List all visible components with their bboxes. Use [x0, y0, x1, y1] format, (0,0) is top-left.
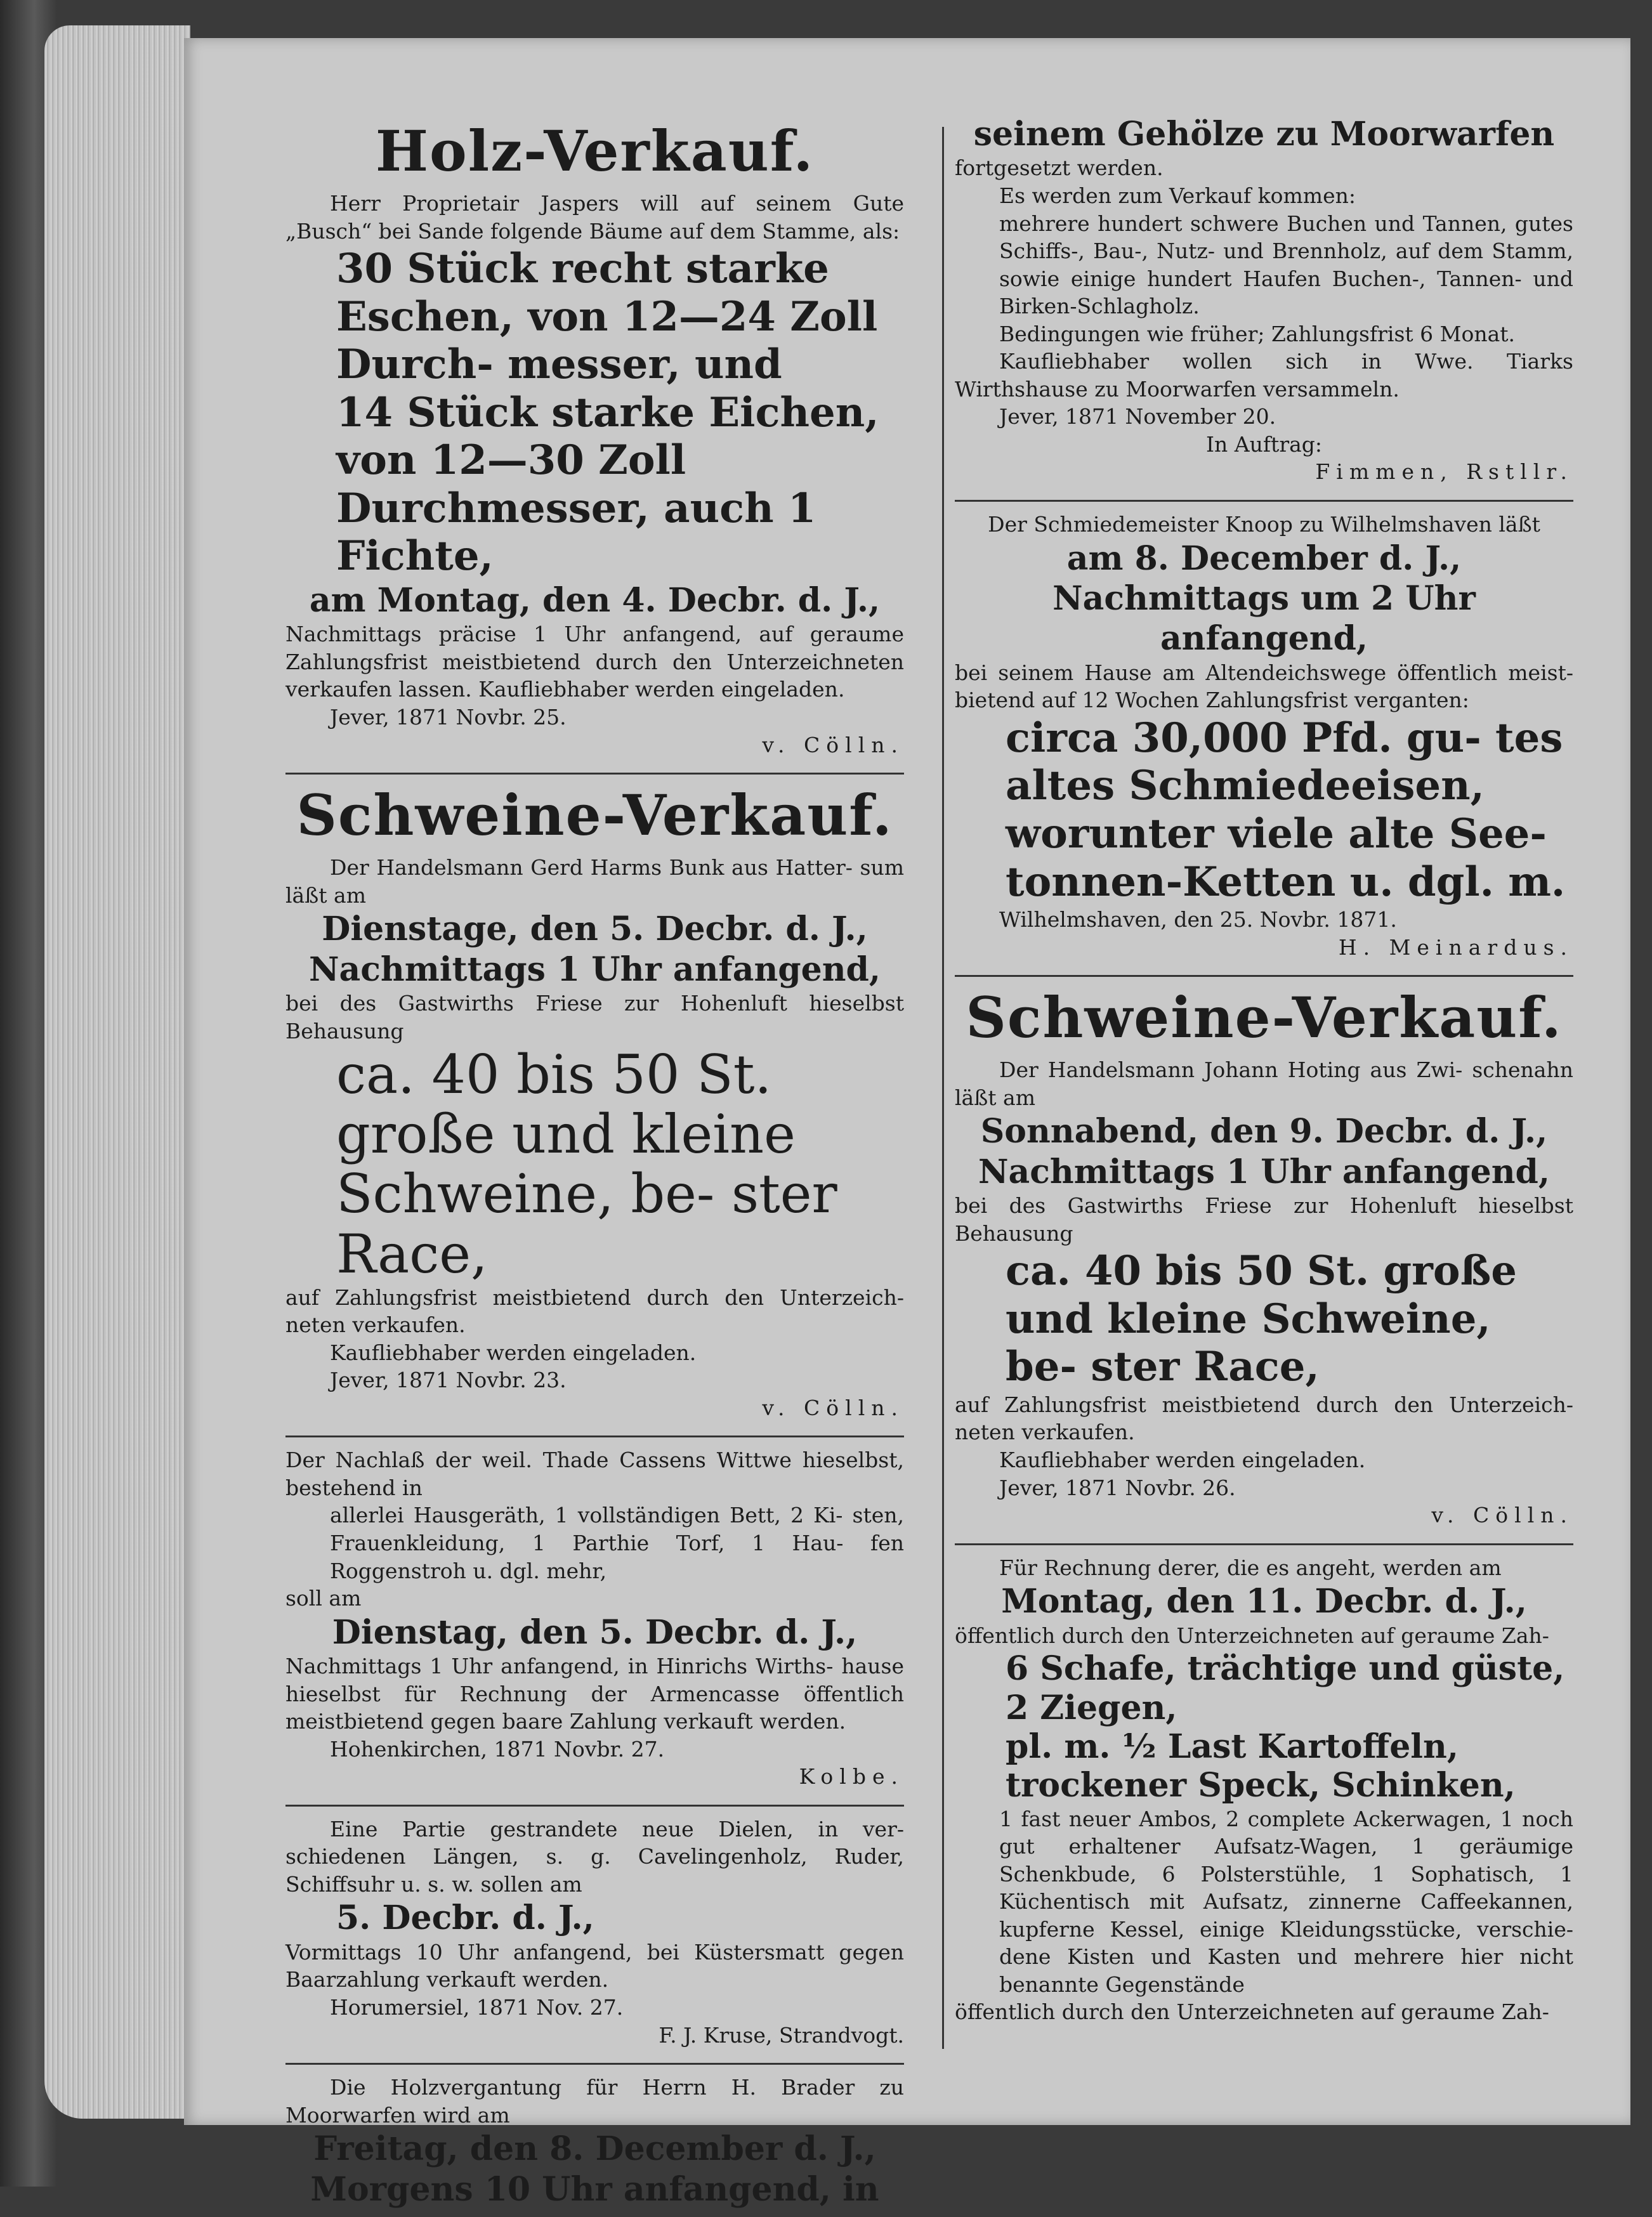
ad-date: Montag, den 11. Decbr. d. J.,	[1001, 1582, 1527, 1621]
ad-separator	[955, 975, 1573, 977]
ad-place: Jever, 1871 Novbr. 25.	[330, 704, 567, 729]
ad-time: Nachmittags 1 Uhr anfangend,	[978, 1152, 1550, 1191]
ad-date: 5. Decbr. d. J.,	[336, 1899, 594, 1938]
ad-item: ca. 40 bis 50 St. große und kleine Schweine, be- ster Race,	[336, 1043, 837, 1285]
ad-separator	[955, 1543, 1573, 1545]
right-column	[955, 114, 1573, 2034]
ad-date: Sonnabend, den 9. Decbr. d. J.,	[980, 1112, 1548, 1151]
ad-items: 1 fast neuer Ambos, 2 complete Ackerwagen, 1 noch gut erhaltener Aufsatz-Wagen, 1 geräumige Schenkbude, 6 Polsterstühle, 1 Sophatisch, 1 Küchentisch mit Aufsatz, zinnerne Caffeekannen, kupferne Kessel, einige Kleidungsstücke, verschie- dene Kisten und Kasten und mehrere hier nicht benannte Gegenstände	[999, 1806, 1573, 1997]
ad-text: öffentlich durch den Unterzeichneten auf geraume Zah-	[955, 1999, 1549, 2025]
ad-title: Holz-Verkauf.	[375, 118, 815, 184]
ad-text: öffentlich durch den Unterzeichneten auf geraume Zah-	[955, 1623, 1549, 1648]
ad-place: Hohenkirchen, 1871 Novbr. 27.	[330, 1736, 665, 1762]
ad-signer: v. Cölln.	[762, 1395, 904, 1420]
ad-item: ca. 40 bis 50 St. große und kleine Schweine, be- ster Race,	[1006, 1247, 1517, 1391]
ad-schmiedeeisen	[955, 511, 1573, 969]
newspaper-page	[184, 38, 1630, 2209]
ad-signer: v. Cölln.	[1431, 1503, 1573, 1528]
ad-place: Wilhelmshaven, den 25. Novbr. 1871.	[999, 907, 1397, 932]
ad-place: Jever, 1871 Novbr. 26.	[999, 1475, 1236, 1500]
ad-intro: Für Rechnung derer, die es angeht, werden am	[999, 1555, 1502, 1580]
ad-signer: Kolbe.	[799, 1764, 904, 1789]
column-divider	[942, 127, 944, 2049]
ad-separator	[285, 1435, 904, 1437]
ad-intro: Der Schmiedemeister Knoop zu Wilhelmshaven läßt	[988, 512, 1540, 537]
ad-text: bei seinem Hause am Altendeichswege öffentlich meist- bietend auf 12 Wochen Zahlungsfrist verganten:	[955, 660, 1573, 713]
ad-item: 30 Stück recht starke Eschen, von 12—24 Zoll Durch- messer, und	[336, 245, 878, 389]
ad-intro: Der Nachlaß der weil. Thade Cassens Wittwe hieselbst, bestehend in	[285, 1448, 904, 1500]
ad-holzvergantung	[285, 2074, 904, 2217]
ad-separator	[955, 500, 1573, 502]
ad-date: am 8. December d. J.,	[1066, 539, 1462, 578]
ad-title: Schweine-Verkauf.	[296, 782, 893, 849]
ad-signer: Fimmen, Rstllr.	[1315, 459, 1573, 485]
ad-title: Schweine-Verkauf.	[966, 984, 1563, 1051]
ad-intro: Die Holzvergantung für Herrn H. Brader zu Moorwarfen wird am	[285, 2075, 904, 2128]
ad-separator	[285, 773, 904, 775]
ad-text: auf Zahlungsfrist meistbietend durch den Unterzeich- neten verkaufen.	[285, 1285, 904, 1338]
ad-place-text: bei des Gastwirths Friese zur Hohenluft hieselbst Behausung	[285, 991, 904, 1043]
ad-text: Nachmittags präcise 1 Uhr anfangend, auf geraume Zahlungsfrist meistbietend durch den Unterzeichneten verkaufen lassen. Kaufliebhaber werden eingeladen.	[285, 622, 904, 702]
ad-item: 6 Schafe, trächtige und güste, 2 Ziegen,	[1006, 1649, 1565, 1727]
ad-item: 14 Stück starke Eichen, von 12—30 Zoll Durchmesser, auch 1 Fichte,	[336, 388, 879, 580]
ad-separator	[285, 2063, 904, 2065]
ad-date: am Montag, den 4. Decbr. d. J.,	[309, 580, 881, 620]
ad-p1: Es werden zum Verkauf kommen:	[999, 183, 1356, 208]
ad-text: Nachmittags 1 Uhr anfangend, in Hinrichs Wirths- hause hieselbst für Rechnung der Armencasse öffentlich meistbietend gegen baare Zahlung verkauft werden.	[285, 1654, 904, 1734]
ad-place: Jever, 1871 Novbr. 23.	[330, 1368, 567, 1393]
ad-invite: Kaufliebhaber werden eingeladen.	[330, 1340, 697, 1365]
ad-cont: fortgesetzt werden.	[955, 155, 1164, 181]
ad-signer: v. Cölln.	[762, 732, 904, 757]
ad-item: circa 30,000 Pfd. gu- tes altes Schmiedeeisen, worunter viele alte See- tonnen-Ketten u. dgl. m.	[1006, 714, 1566, 906]
ad-place-text: bei des Gastwirths Friese zur Hohenluft hieselbst Behausung	[955, 1193, 1573, 1246]
ad-signer: F. J. Kruse, Strandvogt.	[659, 2022, 904, 2048]
ad-soll: soll am	[285, 1586, 362, 1611]
ad-schweine-verkauf-2	[955, 986, 1573, 1537]
ad-holz-verkauf	[285, 119, 904, 766]
ad-dielen	[285, 1815, 904, 2057]
ad-intro: Eine Partie gestrandete neue Dielen, in ver- schiedenen Längen, s. g. Cavelingenholz, Ruder, Schiffsuhr u. s. w. sollen am	[285, 1816, 904, 1897]
ad-date: Freitag, den 8. December d. J., Morgens 10 Uhr anfangend, in	[310, 2129, 879, 2209]
ad-nachlass	[285, 1446, 904, 1798]
ad-place: Horumersiel, 1871 Nov. 27.	[330, 1994, 624, 2020]
ad-intro: Der Handelsmann Johann Hoting aus Zwi- schenahn läßt am	[955, 1057, 1573, 1110]
ad-time: Nachmittags um 2 Uhr anfangend,	[1052, 579, 1476, 658]
ad-versteigerung	[955, 1554, 1573, 2034]
ad-date: Dienstag, den 5. Decbr. d. J.,	[332, 1612, 858, 1652]
ad-intro: Herr Proprietair Jaspers will auf seinem Gute „Busch“ bei Sande folgende Bäume auf dem Stamme, als:	[285, 191, 904, 244]
ad-text: auf Zahlungsfrist meistbietend durch den Unterzeich- neten verkaufen.	[955, 1392, 1573, 1445]
left-column	[285, 114, 904, 2217]
ad-holzvergantung-cont	[955, 114, 1573, 494]
ad-schweine-verkauf	[285, 783, 904, 1429]
ad-line: seinem Gehölze zu Moorwarfen	[973, 115, 1555, 154]
ad-text: Vormittags 10 Uhr anfangend, bei Küstersmatt gegen Baarzahlung verkauft werden.	[285, 1939, 904, 1992]
ad-invite: Kaufliebhaber werden eingeladen.	[999, 1448, 1366, 1472]
ad-invite: Kaufliebhaber wollen sich in Wwe. Tiarks Wirthshause zu Moorwarfen versammeln.	[955, 349, 1573, 402]
ad-item: pl. m. ½ Last Kartoffeln, trockener Speck, Schinken,	[1006, 1727, 1516, 1805]
ad-auftrag: In Auftrag:	[1205, 431, 1323, 457]
ad-date: Dienstage, den 5. Decbr. d. J.,	[322, 910, 868, 949]
ad-time: Nachmittags 1 Uhr anfangend,	[309, 950, 881, 989]
ad-signer: H. Meinardus.	[1338, 934, 1573, 960]
ad-separator	[285, 1805, 904, 1807]
page-edges	[44, 25, 190, 2119]
ad-items: mehrere hundert schwere Buchen und Tannen, gutes Schiffs-, Bau-, Nutz- und Brennholz, auf dem Stamm, sowie einige hundert Haufen Buchen-, Tannen- und Birken-Schlagholz.	[999, 211, 1573, 319]
ad-cond: Bedingungen wie früher; Zahlungsfrist 6 Monat.	[999, 321, 1515, 346]
ad-intro: Der Handelsmann Gerd Harms Bunk aus Hatter- sum läßt am	[285, 855, 904, 908]
ad-items: allerlei Hausgeräth, 1 vollständigen Bett, 2 Ki- sten, Frauenkleidung, 1 Parthie Torf, 1 Hau- fen Roggenstroh u. dgl. mehr,	[330, 1503, 904, 1583]
ad-place: Jever, 1871 November 20.	[999, 404, 1276, 429]
